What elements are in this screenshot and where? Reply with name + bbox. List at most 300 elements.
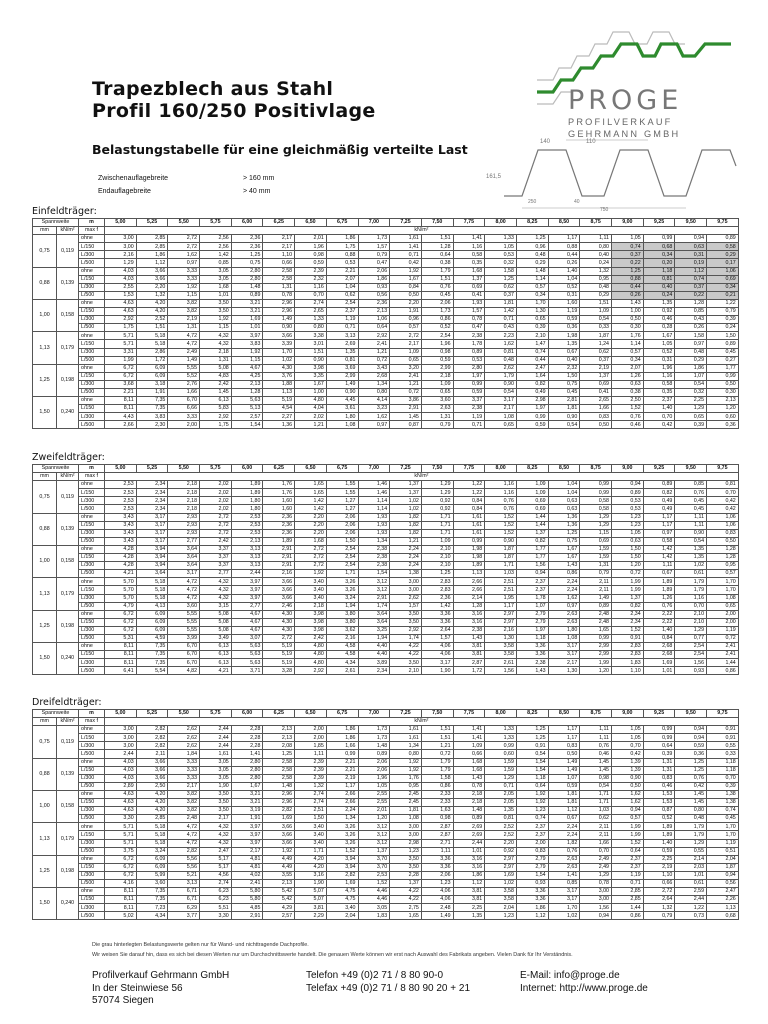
load-value-cell: 2,10 [675,610,707,618]
load-value-cell: 0,94 [516,570,548,578]
load-value-cell: 5,18 [136,340,168,348]
load-value-cell: 0,44 [548,251,580,259]
load-value-cell: 1,79 [421,766,453,774]
deflection-limit-cell: L/300 [79,348,105,356]
load-value-cell: 0,50 [612,782,644,790]
m-header: m [79,465,105,473]
load-value-cell: 0,64 [358,324,390,332]
load-value-cell: 1,68 [295,537,327,545]
load-value-cell: 1,92 [516,790,548,798]
load-value-cell: 5,80 [231,896,263,904]
load-value-cell: 3,50 [390,855,422,863]
load-value-cell: 0,81 [485,815,517,823]
load-value-cell: 2,89 [105,782,137,790]
load-value-cell: 2,50 [612,397,644,405]
load-value-cell: 1,62 [548,594,580,602]
load-value-cell: 2,61 [326,667,358,675]
load-value-cell: 2,85 [612,888,644,896]
load-value-cell: 3,36 [421,610,453,618]
load-value-cell: 1,91 [231,815,263,823]
load-value-cell: 1,23 [516,807,548,815]
load-value-cell: 1,23 [421,879,453,887]
load-value-cell: 4,34 [326,659,358,667]
table-row [33,643,739,651]
table-row [33,634,739,642]
load-value-cell: 0,39 [707,782,739,790]
load-value-cell: 0,84 [453,497,485,505]
load-value-cell: 1,87 [485,554,517,562]
load-value-cell: 2,34 [136,497,168,505]
table-row [33,356,739,364]
load-value-cell: 8,11 [105,904,137,912]
load-value-cell: 1,34 [358,537,390,545]
load-value-cell: 3,12 [358,586,390,594]
load-value-cell: 1,28 [421,243,453,251]
deflection-limit-cell: ohne [79,397,105,405]
load-value-cell: 2,11 [580,831,612,839]
load-value-cell: 2,10 [421,554,453,562]
load-value-cell: 1,80 [326,413,358,421]
load-value-cell: 0,26 [675,324,707,332]
load-value-cell: 3,83 [231,340,263,348]
label-dreifeld: Dreifeldträger: [32,697,102,708]
load-value-cell: 0,46 [612,421,644,429]
load-value-cell: 0,90 [263,324,295,332]
deflection-limit-cell: L/300 [79,529,105,537]
load-value-cell: 2,64 [421,626,453,634]
table-row [33,397,739,405]
load-value-cell: 1,15 [200,324,232,332]
load-value-cell: 2,79 [516,855,548,863]
kn-span-header: kN/m² [105,473,739,481]
deflection-limit-cell: L/300 [79,742,105,750]
load-value-cell: 8,11 [105,659,137,667]
load-value-cell: 1,68 [453,267,485,275]
load-value-cell: 1,11 [580,726,612,734]
load-value-cell: 0,88 [326,251,358,259]
load-value-cell: 0,89 [580,602,612,610]
load-value-cell: 1,66 [580,405,612,413]
load-value-cell: 1,45 [675,790,707,798]
load-value-cell: 2,18 [168,497,200,505]
load-value-cell: 3,64 [168,562,200,570]
load-value-cell: 2,06 [421,299,453,307]
load-value-cell: 1,43 [453,634,485,642]
load-value-cell: 3,33 [168,275,200,283]
mm-header: mm [33,227,57,235]
load-value-cell: 0,22 [612,259,644,267]
load-value-cell: 2,34 [612,610,644,618]
load-value-cell: 2,80 [231,758,263,766]
deflection-limit-cell: L/150 [79,489,105,497]
load-value-cell: 1,29 [421,481,453,489]
span-header: 6,75 [326,465,358,473]
load-value-cell: 3,66 [136,766,168,774]
load-value-cell: 5,80 [231,888,263,896]
load-value-cell: 2,21 [326,766,358,774]
load-value-cell: 1,15 [580,529,612,537]
load-value-cell: 4,21 [200,667,232,675]
load-value-cell: 4,03 [105,275,137,283]
load-value-cell: 1,36 [263,421,295,429]
table-row [33,537,739,545]
load-value-cell: 0,82 [612,602,644,610]
load-value-cell: 0,37 [675,283,707,291]
load-value-cell: 4,32 [200,578,232,586]
load-value-cell: 1,42 [421,602,453,610]
load-value-cell: 2,72 [643,888,675,896]
span-header: 6,50 [295,219,327,227]
load-value-cell: 1,80 [231,497,263,505]
load-value-cell: 2,42 [295,634,327,642]
load-value-cell: 0,74 [612,243,644,251]
load-value-cell: 1,07 [516,602,548,610]
load-value-cell: 0,63 [612,537,644,545]
load-value-cell: 1,78 [453,340,485,348]
table-row [33,251,739,259]
load-value-cell: 1,01 [675,871,707,879]
load-value-cell: 2,54 [326,299,358,307]
load-value-cell: 4,63 [105,299,137,307]
load-value-cell: 4,06 [421,651,453,659]
kn-header: kN/m² [57,227,79,235]
load-value-cell: 4,29 [263,904,295,912]
load-value-cell: 1,21 [421,742,453,750]
load-value-cell: 2,58 [263,275,295,283]
load-value-cell: 3,36 [516,651,548,659]
footer-company: Profilverkauf Gehrmann GmbH [92,970,230,981]
deflection-limit-cell: L/500 [79,570,105,578]
load-value-cell: 2,47 [200,847,232,855]
load-value-cell: 1,93 [453,299,485,307]
load-value-cell: 3,66 [136,774,168,782]
load-value-cell: 1,70 [548,904,580,912]
table-row [33,896,739,904]
load-value-cell: 0,64 [612,847,644,855]
load-value-cell: 1,69 [643,659,675,667]
thickness-cell: 1,25 [33,364,57,396]
load-value-cell: 2,92 [295,667,327,675]
load-value-cell: 2,76 [168,380,200,388]
load-value-cell: 4,25 [231,372,263,380]
load-value-cell: 6,09 [136,863,168,871]
span-header: 9,50 [675,465,707,473]
load-value-cell: 1,90 [295,879,327,887]
brand-sub-2: GEHRMANN GMBH [568,129,681,139]
load-value-cell: 0,66 [453,750,485,758]
load-value-cell: 0,78 [453,316,485,324]
load-value-cell: 2,72 [168,235,200,243]
load-value-cell: 2,34 [136,489,168,497]
load-value-cell: 3,24 [136,847,168,855]
load-value-cell: 0,32 [485,259,517,267]
load-value-cell: 3,98 [295,626,327,634]
load-value-cell: 1,71 [421,513,453,521]
load-value-cell: 5,63 [231,659,263,667]
thickness-cell: 0,88 [33,267,57,299]
load-value-cell: 1,05 [612,726,644,734]
load-value-cell: 5,18 [136,594,168,602]
header-row-spans [33,465,739,473]
load-value-cell: 2,30 [136,421,168,429]
load-value-cell: 3,50 [390,659,422,667]
load-value-cell: 2,13 [263,879,295,887]
load-value-cell: 1,92 [200,316,232,324]
table-row [33,815,739,823]
load-value-cell: 4,49 [263,863,295,871]
load-value-cell: 6,13 [200,659,232,667]
load-value-cell: 2,16 [263,570,295,578]
load-value-cell: 1,32 [295,782,327,790]
load-value-cell: 3,25 [358,626,390,634]
load-value-cell: 1,13 [453,570,485,578]
span-header: 8,00 [485,465,517,473]
load-value-cell: 3,97 [231,823,263,831]
load-value-cell: 5,70 [105,578,137,586]
weight-cell: 0,179 [57,332,79,364]
load-value-cell: 1,19 [453,413,485,421]
load-value-cell: 0,67 [548,348,580,356]
load-value-cell: 1,50 [612,545,644,553]
load-value-cell: 5,08 [200,364,232,372]
load-value-cell: 2,37 [516,586,548,594]
load-value-cell: 1,50 [548,372,580,380]
load-value-cell: 5,31 [105,634,137,642]
load-value-cell: 1,77 [707,364,739,372]
weight-cell: 0,240 [57,643,79,675]
load-value-cell: 2,37 [516,823,548,831]
load-value-cell: 5,07 [295,888,327,896]
load-value-cell: 0,50 [580,421,612,429]
load-value-cell: 4,82 [168,667,200,675]
load-value-cell: 4,75 [326,888,358,896]
load-value-cell: 0,79 [643,912,675,920]
load-value-cell: 2,39 [295,267,327,275]
load-value-cell: 4,75 [326,896,358,904]
load-value-cell: 0,82 [516,537,548,545]
load-value-cell: 1,45 [200,388,232,396]
load-value-cell: 0,59 [453,388,485,396]
load-value-cell: 2,14 [675,855,707,863]
load-value-cell: 4,20 [136,807,168,815]
load-value-cell: 3,37 [200,545,232,553]
table-row [33,734,739,742]
load-value-cell: 2,96 [263,790,295,798]
load-value-cell: 3,05 [200,275,232,283]
load-value-cell: 1,59 [485,766,517,774]
thickness-cell: 1,13 [33,578,57,610]
load-value-cell: 1,49 [326,380,358,388]
load-value-cell: 1,92 [231,348,263,356]
load-value-cell: 0,98 [295,251,327,259]
load-value-cell: 2,25 [453,904,485,912]
load-value-cell: 1,97 [516,405,548,413]
load-value-cell: 0,62 [580,348,612,356]
load-value-cell: 1,43 [453,774,485,782]
load-value-cell: 2,33 [421,799,453,807]
load-value-cell: 1,02 [675,562,707,570]
load-value-cell: 1,81 [548,799,580,807]
load-value-cell: 0,98 [421,348,453,356]
load-value-cell: 4,21 [105,570,137,578]
load-value-cell: 0,37 [580,356,612,364]
load-value-cell: 2,02 [200,497,232,505]
load-value-cell: 1,09 [580,308,612,316]
load-value-cell: 0,84 [643,634,675,642]
load-value-cell: 0,68 [643,243,675,251]
load-value-cell: 2,65 [295,308,327,316]
load-value-cell: 2,72 [390,332,422,340]
maxf-header: max f [79,718,105,726]
span-header: 9,25 [643,710,675,718]
load-value-cell: 0,83 [548,742,580,750]
load-value-cell: 3,17 [548,643,580,651]
load-value-cell: 0,92 [643,308,675,316]
load-value-cell: 3,94 [136,554,168,562]
load-value-cell: 1,36 [548,513,580,521]
load-value-cell: 0,52 [643,815,675,823]
load-value-cell: 0,90 [612,774,644,782]
load-value-cell: 1,16 [485,489,517,497]
load-value-cell: 0,28 [643,324,675,332]
load-value-cell: 3,50 [200,807,232,815]
load-value-cell: 1,19 [326,316,358,324]
load-value-cell: 1,37 [612,594,644,602]
load-value-cell: 3,97 [231,839,263,847]
load-value-cell: 1,04 [548,275,580,283]
load-value-cell: 0,87 [643,807,675,815]
footer-email[interactable]: E-Mail: info@proge.de [520,970,620,981]
load-value-cell: 0,94 [675,734,707,742]
load-value-cell: 0,27 [707,356,739,364]
load-value-cell: 0,50 [548,750,580,758]
load-value-cell: 1,85 [295,742,327,750]
load-value-cell: 0,42 [675,782,707,790]
load-value-cell: 1,10 [263,251,295,259]
load-value-cell: 3,94 [136,545,168,553]
load-value-cell: 4,22 [390,888,422,896]
load-value-cell: 1,04 [548,481,580,489]
table-row [33,388,739,396]
load-value-cell: 1,29 [105,259,137,267]
load-value-cell: 4,28 [105,562,137,570]
load-value-cell: 1,92 [390,758,422,766]
load-value-cell: 3,17 [136,537,168,545]
load-value-cell: 0,99 [485,742,517,750]
table-row [33,610,739,618]
load-value-cell: 3,26 [326,831,358,839]
load-value-cell: 0,80 [675,807,707,815]
load-value-cell: 2,86 [136,348,168,356]
load-value-cell: 2,64 [643,896,675,904]
load-value-cell: 7,23 [136,904,168,912]
load-value-cell: 2,25 [643,855,675,863]
load-value-cell: 1,79 [421,758,453,766]
load-value-cell: 1,60 [263,505,295,513]
load-value-cell: 1,94 [358,634,390,642]
load-value-cell: 1,66 [580,839,612,847]
load-value-cell: 3,75 [105,847,137,855]
span-header: 9,75 [707,465,739,473]
load-value-cell: 0,70 [612,742,644,750]
load-value-cell: 1,68 [453,766,485,774]
deflection-limit-cell: ohne [79,481,105,489]
profile-drawing [486,132,740,213]
load-value-cell: 1,02 [485,879,517,887]
span-header: 6,75 [326,710,358,718]
load-value-cell: 4,46 [358,896,390,904]
load-value-cell: 1,93 [358,521,390,529]
load-value-cell: 1,11 [675,513,707,521]
span-header: 9,75 [707,219,739,227]
load-value-cell: 2,99 [326,372,358,380]
load-value-cell: 3,81 [453,643,485,651]
load-value-cell: 0,70 [295,291,327,299]
load-value-cell: 1,33 [295,316,327,324]
load-value-cell: 1,09 [516,481,548,489]
table-row [33,726,739,734]
load-value-cell: 3,68 [105,380,137,388]
load-value-cell: 4,80 [295,397,327,405]
load-value-cell: 4,06 [421,888,453,896]
span-header: 6,25 [263,219,295,227]
load-value-cell: 2,13 [263,726,295,734]
footer-web[interactable]: Internet: http://www.proge.de [520,982,648,994]
load-value-cell: 0,57 [612,815,644,823]
table-row [33,513,739,521]
table-row [33,651,739,659]
span-header: 9,75 [707,710,739,718]
load-value-cell: 2,06 [358,267,390,275]
load-value-cell: 0,54 [580,316,612,324]
load-value-cell: 2,59 [675,888,707,896]
load-value-cell: 1,70 [263,348,295,356]
load-value-cell: 1,92 [390,766,422,774]
load-value-cell: 2,72 [295,554,327,562]
weight-cell: 0,179 [57,823,79,855]
load-value-cell: 1,22 [453,489,485,497]
load-value-cell: 0,76 [485,505,517,513]
load-value-cell: 1,62 [612,790,644,798]
load-value-cell: 3,23 [358,405,390,413]
load-value-cell: 0,76 [580,742,612,750]
deflection-limit-cell: L/300 [79,562,105,570]
load-value-cell: 0,65 [516,316,548,324]
load-value-cell: 1,20 [580,667,612,675]
load-value-cell: 2,62 [168,742,200,750]
span-header: 6,75 [326,219,358,227]
load-value-cell: 2,48 [580,610,612,618]
load-value-cell: 2,54 [326,545,358,553]
load-value-cell: 4,32 [200,831,232,839]
load-value-cell: 0,26 [548,259,580,267]
load-value-cell: 4,67 [231,364,263,372]
load-value-cell: 5,42 [263,896,295,904]
load-value-cell: 1,22 [675,904,707,912]
load-value-cell: 3,80 [326,610,358,618]
load-value-cell: 2,80 [453,364,485,372]
load-value-cell: 0,53 [326,259,358,267]
load-value-cell: 2,06 [326,513,358,521]
load-value-cell: 6,09 [136,855,168,863]
load-value-cell: 3,00 [105,235,137,243]
deflection-limit-cell: ohne [79,235,105,243]
load-value-cell: 1,27 [326,505,358,513]
load-value-cell: 0,55 [707,742,739,750]
document-title [92,78,376,122]
load-value-cell: 3,98 [295,610,327,618]
load-value-cell: 0,53 [453,356,485,364]
